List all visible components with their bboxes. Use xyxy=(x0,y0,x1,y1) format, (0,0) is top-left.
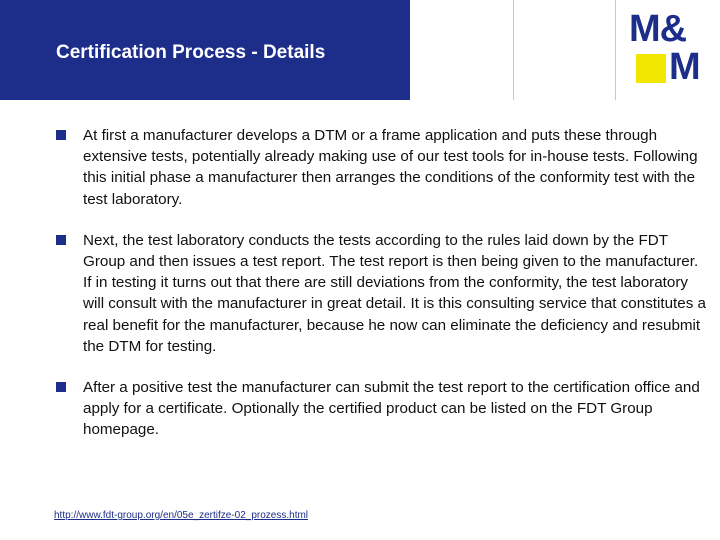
bullet-text: After a positive test the manufacturer can submit the test report to the certification office and apply for a certificate. Optionally the certified product can be listed on the FDT Group homepage. xyxy=(83,379,700,439)
square-bullet-icon xyxy=(56,130,66,140)
bullet-text: At first a manufacturer develops a DTM or a frame application and puts these through extensive tests, potentially already making use of our test tools for in-house tests. Following this initial phase a manufacturer then arranges the conditions of the conformity test with the test laboratory. xyxy=(83,127,698,208)
square-bullet-icon xyxy=(56,382,66,392)
square-bullet-icon xyxy=(56,235,66,245)
logo-yellow-square xyxy=(636,54,666,83)
bullet-text: Next, the test laboratory conducts the tests according to the rules laid down by the FDT Group and then issues a test report. The test report is then being given to the manufacturer. If in testing it turns out that there are still deviations from the conformity, the test laboratory will consult with the manufacturer in great detail. It is this consulting service that constitutes a real benefit for the manufacturer, because he now can eliminate the deficiency and resubmit the DTM for testing. xyxy=(83,231,706,355)
list-item xyxy=(56,377,710,441)
logo-line-1: M& xyxy=(629,8,687,50)
divider xyxy=(615,0,616,100)
source-link[interactable]: http://www.fdt-group.org/en/05e_zertifze-02_prozess.html xyxy=(54,510,309,521)
company-logo xyxy=(629,10,705,90)
logo-line-2: M xyxy=(669,46,701,88)
title-bar xyxy=(0,0,410,100)
list-item xyxy=(56,125,710,210)
bullet-list xyxy=(56,125,710,461)
page-title: Certification Process - Details xyxy=(56,42,326,63)
divider xyxy=(513,0,514,100)
list-item xyxy=(56,230,710,357)
